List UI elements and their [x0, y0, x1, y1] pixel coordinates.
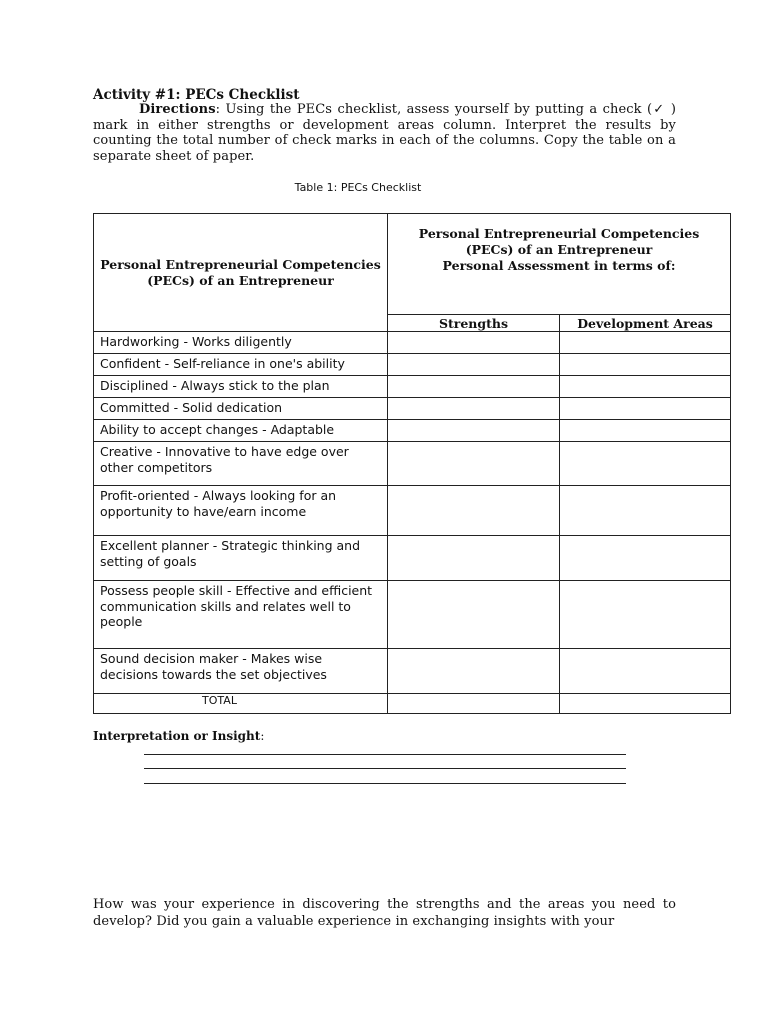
- strengths-cell[interactable]: [388, 420, 560, 442]
- header-pecs-label: Personal Entrepreneurial Competencies (PECs) of an Entrepreneur: [94, 214, 388, 332]
- strengths-cell[interactable]: [388, 332, 560, 354]
- table-row: [94, 398, 731, 420]
- table-row: [94, 486, 731, 536]
- strengths-cell[interactable]: [388, 442, 560, 486]
- development-cell[interactable]: [560, 649, 731, 694]
- activity-title: Activity #1: PECs Checklist: [93, 87, 300, 103]
- strengths-total-cell[interactable]: [388, 694, 560, 714]
- strengths-cell[interactable]: [388, 536, 560, 581]
- development-cell[interactable]: [560, 442, 731, 486]
- table-row: [94, 376, 731, 398]
- strengths-cell[interactable]: [388, 398, 560, 420]
- total-label-cell: [94, 694, 388, 714]
- development-cell[interactable]: [560, 536, 731, 581]
- competency-cell: Creative - Innovative to have edge over other competitors: [94, 442, 388, 486]
- strengths-cell[interactable]: [388, 376, 560, 398]
- interpretation-colon: :: [260, 729, 265, 743]
- competency-cell: Ability to accept changes - Adaptable: [94, 420, 388, 442]
- pecs-checklist-table: [93, 213, 731, 714]
- development-cell[interactable]: [560, 420, 731, 442]
- development-cell[interactable]: [560, 332, 731, 354]
- development-cell[interactable]: [560, 398, 731, 420]
- directions-text-before-check: : Using the PECs checklist, assess yourself by putting a check (: [215, 102, 653, 117]
- table-row: [94, 649, 731, 694]
- competency-cell: Committed - Solid dedication: [94, 398, 388, 420]
- competency-cell: Confident - Self-reliance in one's ability: [94, 354, 388, 376]
- table-header-row: [94, 214, 731, 315]
- strengths-cell[interactable]: [388, 354, 560, 376]
- header-assessment-line1: Personal Entrepreneurial Competencies: [418, 226, 700, 241]
- development-cell[interactable]: [560, 486, 731, 536]
- header-development-areas: Development Areas: [560, 315, 731, 332]
- table-total-row: [94, 694, 731, 714]
- check-mark-icon: ✓: [652, 102, 666, 117]
- competency-cell: Hardworking - Works diligently: [94, 332, 388, 354]
- answer-line[interactable]: [144, 783, 626, 784]
- strengths-cell[interactable]: [388, 581, 560, 649]
- competency-cell: Excellent planner - Strategic thinking and setting of goals: [94, 536, 388, 581]
- development-cell[interactable]: [560, 376, 731, 398]
- table-row: [94, 442, 731, 486]
- reflection-question: How was your experience in discovering the strengths and the areas you need to develop? Did you gain a valuable experience in exchanging insights with your: [93, 897, 676, 929]
- development-total-cell[interactable]: [560, 694, 731, 714]
- total-label: TOTAL: [202, 694, 237, 707]
- competency-cell: Disciplined - Always stick to the plan: [94, 376, 388, 398]
- table-row: [94, 332, 731, 354]
- table-row: [94, 420, 731, 442]
- table-row: [94, 354, 731, 376]
- directions-text-after-check: ) mark in either strengths or development areas column. Interpret the results by counting the total number of check marks in each of the columns. Copy the table on a separate sheet of paper.: [93, 102, 677, 164]
- header-assessment: [388, 214, 731, 315]
- strengths-cell[interactable]: [388, 649, 560, 694]
- table-row: [94, 581, 731, 649]
- table-row: [94, 536, 731, 581]
- interpretation-label: [93, 729, 264, 743]
- competency-cell: Profit-oriented - Always looking for an opportunity to have/earn income: [94, 486, 388, 536]
- competency-cell: Sound decision maker - Makes wise decisions towards the set objectives: [94, 649, 388, 694]
- header-assessment-line2: (PECs) of an Entrepreneur: [465, 242, 653, 257]
- table-caption-text: Table 1: PECs Checklist: [294, 181, 422, 194]
- competency-cell: Possess people skill - Effective and efficient communication skills and relates well to people: [94, 581, 388, 649]
- directions-paragraph: [93, 102, 676, 164]
- answer-line[interactable]: [144, 754, 626, 755]
- directions-label: Directions: [139, 102, 216, 117]
- table-caption: [0, 181, 768, 194]
- header-strengths: Strengths: [388, 315, 560, 332]
- answer-line[interactable]: [144, 768, 626, 769]
- header-assessment-line3: Personal Assessment in terms of:: [442, 258, 676, 273]
- development-cell[interactable]: [560, 354, 731, 376]
- development-cell[interactable]: [560, 581, 731, 649]
- strengths-cell[interactable]: [388, 486, 560, 536]
- interpretation-label-text: Interpretation or Insight: [93, 729, 261, 743]
